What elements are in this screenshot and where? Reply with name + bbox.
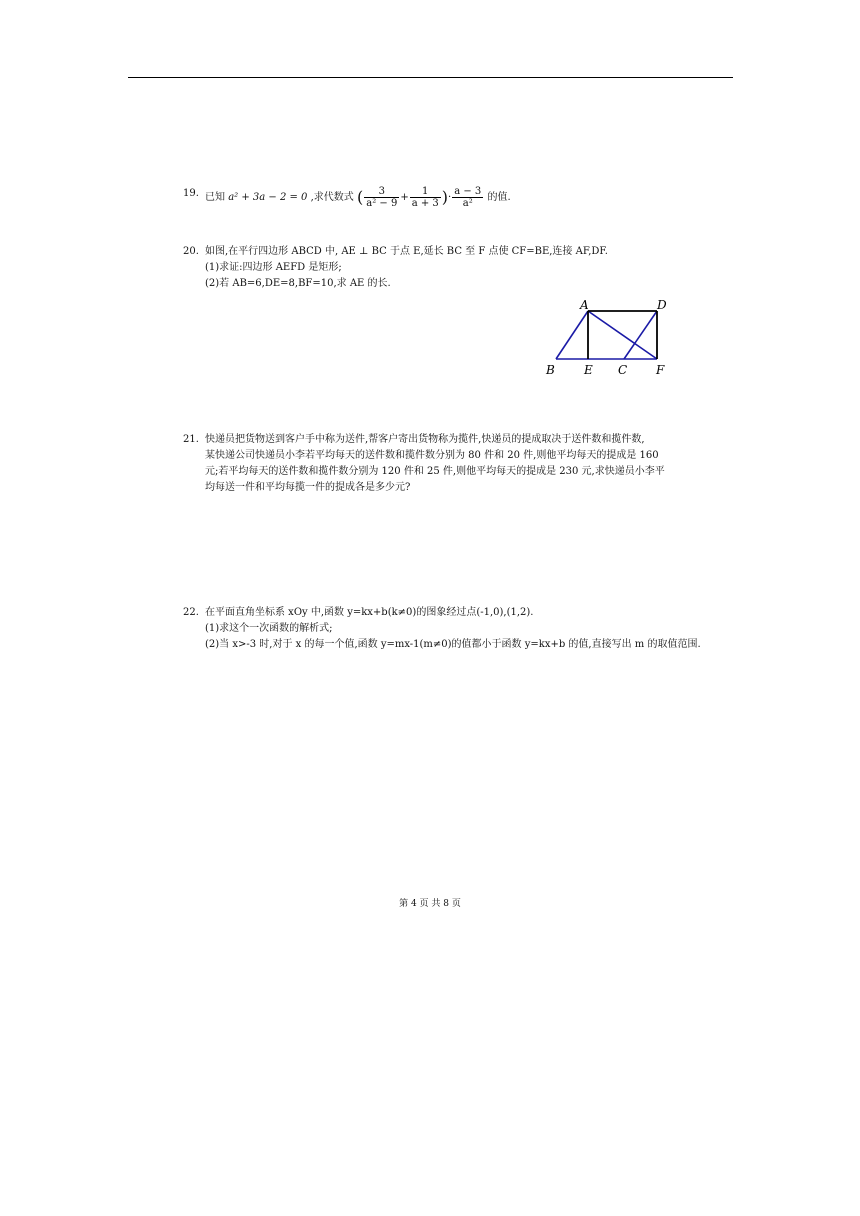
denominator: a² (462, 198, 473, 209)
question-21 (183, 432, 703, 496)
question-21-text (205, 432, 703, 496)
label-E: E (584, 363, 593, 377)
question-22 (183, 605, 703, 653)
q20-line3: (2)若 AB=6,DE=8,BF=10,求 AE 的长. (205, 278, 391, 289)
q20-line1: 如图,在平行四边形 ABCD 中, AE ⊥ BC 于点 E,延长 BC 至 F 点使 CF=BE,连接 AF,DF. (205, 246, 608, 257)
question-20 (183, 244, 703, 292)
question-19-text (205, 186, 703, 209)
numerator: a − 3 (454, 186, 482, 197)
label-F: F (656, 363, 665, 377)
segment-AF (588, 311, 657, 359)
q19-mid: ,求代数式 (310, 192, 354, 203)
q19-condition: a² + 3a − 2 = 0 (228, 192, 308, 203)
q21-line3: 元;若平均每天的送件数和揽件数分别为 120 件和 25 件,则他平均每天的提成是 230 元,求快递员小李平 (205, 466, 665, 477)
label-B: B (546, 363, 555, 377)
q21-line4: 均每送一件和平均每揽一件的提成各是多少元? (205, 482, 411, 493)
numerator: 3 (364, 186, 399, 198)
plus-sign: + (400, 192, 409, 203)
question-20-text (205, 244, 703, 292)
question-19 (183, 186, 703, 209)
question-number: 22. (183, 607, 199, 618)
right-paren: ) (441, 187, 449, 207)
question-number: 21. (183, 434, 199, 445)
fraction-2 (410, 186, 441, 209)
q21-line2: 某快递公司快递员小李若平均每天的送件数和揽件数分别为 80 件和 20 件,则他平均每天的提成是 160 (205, 450, 659, 461)
page-footer: 第 4 页 共 8 页 (399, 899, 461, 909)
fraction-3 (452, 186, 483, 209)
q21-line1: 快递员把货物送到客户手中称为送件,帮客户寄出货物称为揽件,快递员的提成取决于送件数和揽件数, (205, 434, 645, 445)
q22-line1: 在平面直角坐标系 xOy 中,函数 y=kx+b(k≠0)的图象经过点(-1,0),(1,2). (205, 607, 534, 618)
numerator: 1 (410, 186, 441, 198)
label-D: D (657, 298, 667, 312)
dot-operator: · (448, 192, 452, 203)
label-C: C (618, 363, 628, 377)
label-A: A (580, 298, 589, 312)
header-rule (128, 77, 733, 78)
geometry-figure (540, 298, 675, 378)
segment-AB (556, 311, 588, 359)
question-number: 19. (183, 188, 199, 199)
q19-prefix: 已知 (205, 192, 225, 203)
q20-line2: (1)求证:四边形 AEFD 是矩形; (205, 262, 342, 273)
q19-suffix: 的值. (487, 192, 511, 203)
denominator: a² − 9 (366, 198, 398, 209)
denominator: a + 3 (411, 198, 439, 209)
question-22-text (205, 605, 703, 653)
q22-line3: (2)当 x>-3 时,对于 x 的每一个值,函数 y=mx-1(m≠0)的值都小于函数 y=kx+b 的值,直接写出 m 的取值范围. (205, 639, 701, 650)
q22-line2: (1)求这个一次函数的解析式; (205, 623, 333, 634)
left-paren: ( (356, 187, 364, 207)
fraction-1 (364, 186, 399, 209)
question-number: 20. (183, 246, 199, 257)
segment-CD (624, 311, 657, 359)
